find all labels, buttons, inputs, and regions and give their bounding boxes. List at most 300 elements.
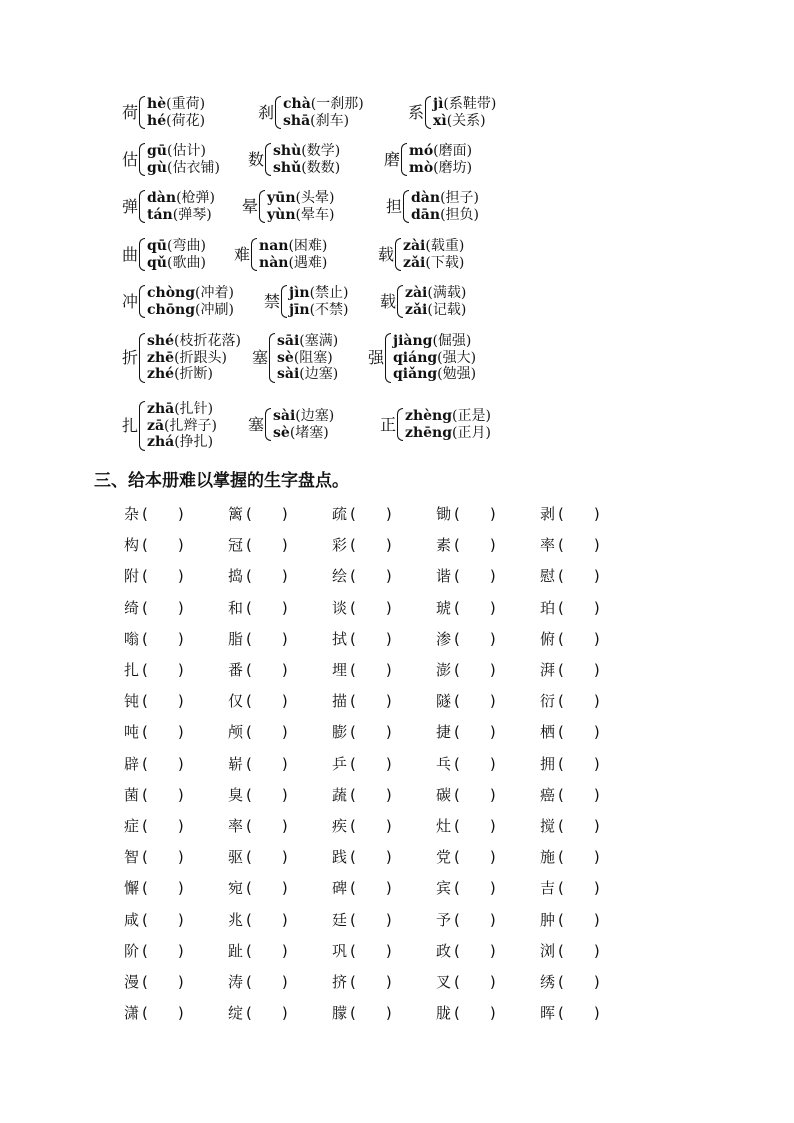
answer-blank[interactable]: ( ) bbox=[454, 629, 496, 648]
answer-blank[interactable]: ( ) bbox=[246, 785, 288, 804]
grid-char: 冠 bbox=[228, 536, 244, 555]
brace-icon bbox=[139, 401, 145, 451]
grid-cell[interactable] bbox=[332, 597, 392, 618]
answer-blank[interactable]: ( ) bbox=[454, 785, 496, 804]
grid-cell[interactable] bbox=[124, 534, 184, 555]
polyphone-char: 塞 bbox=[248, 414, 265, 434]
grid-cell[interactable] bbox=[540, 815, 600, 836]
grid-cell[interactable] bbox=[228, 753, 288, 774]
pinyin: zài bbox=[403, 238, 426, 254]
grid-cell[interactable] bbox=[124, 503, 184, 524]
grid-char: 仅 bbox=[228, 692, 244, 711]
answer-blank[interactable]: ( ) bbox=[142, 661, 184, 679]
answer-blank[interactable]: ( ) bbox=[246, 817, 288, 835]
grid-cell[interactable] bbox=[124, 659, 184, 680]
grid-cell[interactable] bbox=[540, 971, 600, 992]
answer-blank[interactable]: ( ) bbox=[246, 973, 288, 991]
grid-cell[interactable] bbox=[332, 846, 392, 867]
example-word: (歌曲) bbox=[166, 254, 206, 271]
grid-cell[interactable] bbox=[436, 565, 496, 586]
grid-row bbox=[124, 753, 624, 773]
grid-char: 兆 bbox=[228, 910, 244, 929]
grid-cell[interactable] bbox=[540, 784, 600, 805]
answer-blank[interactable]: ( ) bbox=[454, 973, 496, 991]
grid-cell[interactable] bbox=[332, 784, 392, 805]
example-word: (折断) bbox=[174, 366, 213, 382]
grid-char: 衍 bbox=[540, 692, 556, 711]
answer-blank[interactable]: ( ) bbox=[558, 848, 600, 867]
section-heading: 三、给本册难以掌握的生字盘点。 bbox=[94, 471, 349, 491]
polyphone-group bbox=[368, 333, 476, 383]
polyphone-char: 载 bbox=[378, 244, 395, 264]
answer-blank[interactable]: ( ) bbox=[142, 910, 184, 929]
answer-blank[interactable]: ( ) bbox=[142, 817, 184, 835]
polyphone-char: 数 bbox=[248, 149, 265, 169]
grid-cell[interactable] bbox=[540, 565, 600, 586]
grid-char: 宛 bbox=[228, 879, 244, 898]
grid-row bbox=[124, 815, 624, 835]
answer-blank[interactable]: ( ) bbox=[454, 941, 496, 960]
grid-char: 构 bbox=[124, 536, 140, 555]
grid-cell[interactable] bbox=[332, 1002, 392, 1023]
grid-cell[interactable] bbox=[332, 503, 392, 524]
polyphone-char: 刹 bbox=[258, 102, 275, 122]
grid-cell[interactable] bbox=[124, 597, 184, 618]
pinyin: yūn bbox=[267, 190, 296, 206]
reading-row bbox=[273, 408, 334, 425]
answer-blank[interactable]: ( ) bbox=[246, 754, 288, 773]
example-word: (边塞) bbox=[299, 366, 339, 382]
reading-row bbox=[277, 366, 338, 383]
grid-cell[interactable] bbox=[540, 690, 600, 711]
grid-cell[interactable] bbox=[332, 690, 392, 711]
brace-icon bbox=[265, 408, 271, 441]
answer-blank[interactable]: ( ) bbox=[350, 536, 392, 555]
example-word: (折跟头) bbox=[174, 349, 227, 366]
polyphone-group bbox=[122, 143, 220, 176]
brace-icon bbox=[269, 333, 275, 383]
grid-char: 趾 bbox=[228, 941, 244, 960]
pinyin: mó bbox=[409, 143, 434, 159]
reading-row bbox=[147, 418, 217, 435]
answer-blank[interactable]: ( ) bbox=[558, 598, 600, 617]
grid-cell[interactable] bbox=[540, 721, 600, 742]
grid-char: 咸 bbox=[124, 910, 140, 929]
grid-cell[interactable] bbox=[436, 753, 496, 774]
grid-char: 嗡 bbox=[124, 629, 140, 648]
pinyin: chà bbox=[283, 96, 311, 112]
answer-blank[interactable]: ( ) bbox=[142, 505, 184, 523]
reading-row bbox=[147, 401, 217, 418]
answer-blank[interactable]: ( ) bbox=[246, 567, 288, 586]
answer-blank[interactable]: ( ) bbox=[246, 941, 288, 960]
grid-cell[interactable] bbox=[436, 628, 496, 649]
grid-cell[interactable] bbox=[436, 721, 496, 742]
grid-cell[interactable] bbox=[124, 1002, 184, 1023]
grid-cell[interactable] bbox=[436, 690, 496, 711]
answer-blank[interactable]: ( ) bbox=[246, 848, 288, 867]
grid-char: 智 bbox=[124, 848, 140, 867]
reading-row bbox=[147, 113, 205, 130]
answer-blank[interactable]: ( ) bbox=[558, 629, 600, 648]
answer-blank[interactable]: ( ) bbox=[350, 910, 392, 929]
grid-cell[interactable] bbox=[228, 815, 288, 836]
reading-row bbox=[433, 96, 496, 113]
grid-char: 谐 bbox=[436, 567, 452, 586]
grid-char: 晖 bbox=[540, 1004, 556, 1023]
grid-cell[interactable] bbox=[332, 565, 392, 586]
example-word: (遇难) bbox=[288, 254, 328, 271]
grid-row bbox=[124, 565, 624, 585]
reading-row bbox=[411, 207, 479, 224]
answer-blank[interactable]: ( ) bbox=[454, 817, 496, 835]
grid-row bbox=[124, 877, 624, 897]
grid-cell[interactable] bbox=[228, 846, 288, 867]
grid-cell[interactable] bbox=[436, 846, 496, 867]
reading-row bbox=[433, 113, 496, 130]
grid-char: 蔬 bbox=[332, 785, 348, 804]
grid-cell[interactable] bbox=[540, 877, 600, 898]
answer-blank[interactable]: ( ) bbox=[142, 1004, 184, 1023]
grid-cell[interactable] bbox=[228, 971, 288, 992]
reading-row bbox=[409, 143, 472, 160]
grid-cell[interactable] bbox=[540, 628, 600, 649]
answer-blank[interactable]: ( ) bbox=[142, 536, 184, 555]
reading-row bbox=[393, 350, 476, 367]
answer-blank[interactable]: ( ) bbox=[142, 973, 184, 991]
answer-blank[interactable]: ( ) bbox=[350, 848, 392, 867]
answer-blank[interactable]: ( ) bbox=[142, 941, 184, 960]
grid-cell[interactable] bbox=[540, 940, 600, 961]
grid-cell[interactable] bbox=[436, 1002, 496, 1023]
answer-blank[interactable]: ( ) bbox=[558, 723, 600, 742]
answer-blank[interactable]: ( ) bbox=[454, 567, 496, 586]
grid-cell[interactable] bbox=[436, 940, 496, 961]
grid-cell[interactable] bbox=[540, 503, 600, 524]
example-word: (磨坊) bbox=[433, 159, 473, 176]
answer-blank[interactable]: ( ) bbox=[246, 723, 288, 742]
grid-cell[interactable] bbox=[124, 753, 184, 774]
grid-cell[interactable] bbox=[540, 846, 600, 867]
answer-blank[interactable]: ( ) bbox=[142, 785, 184, 804]
example-word: (记载) bbox=[427, 301, 467, 318]
grid-char: 篱 bbox=[228, 505, 244, 523]
grid-char: 锄 bbox=[436, 505, 452, 523]
pinyin: chòng bbox=[147, 285, 196, 301]
answer-blank[interactable]: ( ) bbox=[350, 567, 392, 586]
grid-cell[interactable] bbox=[436, 971, 496, 992]
grid-cell[interactable] bbox=[228, 659, 288, 680]
example-word: (重荷) bbox=[166, 96, 206, 112]
grid-cell[interactable] bbox=[228, 628, 288, 649]
grid-cell[interactable] bbox=[332, 628, 392, 649]
grid-row bbox=[124, 628, 624, 648]
grid-cell[interactable] bbox=[332, 721, 392, 742]
grid-cell[interactable] bbox=[540, 1002, 600, 1023]
grid-char: 吉 bbox=[540, 879, 556, 898]
grid-char: 扎 bbox=[124, 661, 140, 679]
grid-cell[interactable] bbox=[540, 909, 600, 930]
answer-blank[interactable]: ( ) bbox=[558, 505, 600, 523]
grid-cell[interactable] bbox=[124, 628, 184, 649]
grid-cell[interactable] bbox=[332, 815, 392, 836]
pinyin: nan bbox=[259, 238, 289, 254]
answer-blank[interactable]: ( ) bbox=[454, 536, 496, 555]
answer-blank[interactable]: ( ) bbox=[454, 879, 496, 898]
answer-blank[interactable]: ( ) bbox=[142, 723, 184, 742]
pinyin: shā bbox=[283, 112, 311, 129]
answer-blank[interactable]: ( ) bbox=[246, 1004, 288, 1023]
grid-cell[interactable] bbox=[228, 784, 288, 805]
grid-char: 驱 bbox=[228, 848, 244, 867]
answer-blank[interactable]: ( ) bbox=[454, 754, 496, 773]
polyphone-char: 禁 bbox=[264, 291, 281, 311]
example-word: (磨面) bbox=[433, 143, 473, 159]
grid-cell[interactable] bbox=[540, 659, 600, 680]
answer-blank[interactable]: ( ) bbox=[246, 536, 288, 555]
pinyin: jiàng bbox=[393, 333, 433, 349]
answer-blank[interactable]: ( ) bbox=[246, 505, 288, 523]
example-word: (一刹那) bbox=[310, 96, 364, 112]
grid-cell[interactable] bbox=[332, 753, 392, 774]
grid-cell[interactable] bbox=[228, 690, 288, 711]
answer-blank[interactable]: ( ) bbox=[142, 629, 184, 648]
answer-blank[interactable]: ( ) bbox=[454, 910, 496, 929]
grid-char: 癌 bbox=[540, 785, 556, 804]
brace-icon bbox=[401, 143, 407, 176]
grid-cell[interactable] bbox=[540, 753, 600, 774]
grid-char: 捷 bbox=[436, 723, 452, 742]
grid-cell[interactable] bbox=[332, 877, 392, 898]
reading-row bbox=[147, 190, 215, 207]
pinyin: sāi bbox=[277, 333, 300, 349]
polyphone-group bbox=[122, 333, 241, 383]
grid-cell[interactable] bbox=[436, 597, 496, 618]
pinyin: chōng bbox=[147, 301, 196, 318]
answer-blank[interactable]: ( ) bbox=[350, 505, 392, 523]
grid-char: 俯 bbox=[540, 629, 556, 648]
answer-blank[interactable]: ( ) bbox=[558, 973, 600, 991]
grid-cell[interactable] bbox=[332, 659, 392, 680]
answer-blank[interactable]: ( ) bbox=[350, 598, 392, 617]
answer-blank[interactable]: ( ) bbox=[558, 692, 600, 711]
grid-cell[interactable] bbox=[228, 565, 288, 586]
example-word: (载重) bbox=[425, 238, 465, 254]
answer-blank[interactable]: ( ) bbox=[558, 785, 600, 804]
grid-cell[interactable] bbox=[332, 971, 392, 992]
grid-cell[interactable] bbox=[332, 909, 392, 930]
grid-row bbox=[124, 784, 624, 804]
answer-blank[interactable]: ( ) bbox=[142, 879, 184, 898]
example-word: (担子) bbox=[440, 190, 479, 206]
answer-blank[interactable]: ( ) bbox=[454, 1004, 496, 1023]
answer-blank[interactable]: ( ) bbox=[142, 692, 184, 711]
grid-cell[interactable] bbox=[436, 503, 496, 524]
grid-cell[interactable] bbox=[540, 597, 600, 618]
answer-blank[interactable]: ( ) bbox=[558, 941, 600, 960]
answer-blank[interactable]: ( ) bbox=[454, 848, 496, 867]
answer-blank[interactable]: ( ) bbox=[558, 567, 600, 586]
answer-blank[interactable]: ( ) bbox=[142, 598, 184, 617]
answer-blank[interactable]: ( ) bbox=[246, 598, 288, 617]
answer-blank[interactable]: ( ) bbox=[350, 629, 392, 648]
grid-cell[interactable] bbox=[228, 534, 288, 555]
answer-blank[interactable]: ( ) bbox=[558, 879, 600, 898]
grid-row bbox=[124, 503, 624, 523]
answer-blank[interactable]: ( ) bbox=[246, 692, 288, 711]
grid-char: 灶 bbox=[436, 817, 452, 835]
polyphone-char: 磨 bbox=[384, 149, 401, 169]
grid-cell[interactable] bbox=[228, 503, 288, 524]
grid-char: 绽 bbox=[228, 1004, 244, 1023]
answer-blank[interactable]: ( ) bbox=[350, 692, 392, 711]
grid-cell[interactable] bbox=[228, 721, 288, 742]
grid-char: 践 bbox=[332, 848, 348, 867]
grid-cell[interactable] bbox=[436, 909, 496, 930]
reading-row bbox=[411, 190, 479, 207]
grid-char: 钝 bbox=[124, 692, 140, 711]
grid-cell[interactable] bbox=[228, 1002, 288, 1023]
grid-cell[interactable] bbox=[540, 534, 600, 555]
grid-cell[interactable] bbox=[124, 877, 184, 898]
polyphone-char: 估 bbox=[122, 149, 139, 169]
grid-cell[interactable] bbox=[124, 971, 184, 992]
answer-blank[interactable]: ( ) bbox=[350, 973, 392, 991]
example-word: (勉强) bbox=[437, 366, 477, 382]
answer-blank[interactable]: ( ) bbox=[246, 661, 288, 679]
answer-blank[interactable]: ( ) bbox=[142, 754, 184, 773]
grid-cell[interactable] bbox=[228, 940, 288, 961]
answer-blank[interactable]: ( ) bbox=[558, 754, 600, 773]
grid-char: 拭 bbox=[332, 629, 348, 648]
grid-char: 崭 bbox=[228, 754, 244, 773]
answer-blank[interactable]: ( ) bbox=[246, 910, 288, 929]
grid-cell[interactable] bbox=[124, 815, 184, 836]
answer-blank[interactable]: ( ) bbox=[350, 941, 392, 960]
grid-cell[interactable] bbox=[436, 659, 496, 680]
grid-char: 番 bbox=[228, 661, 244, 679]
answer-blank[interactable]: ( ) bbox=[558, 817, 600, 835]
example-word: (正月) bbox=[452, 424, 491, 441]
answer-blank[interactable]: ( ) bbox=[558, 661, 600, 679]
grid-cell[interactable] bbox=[124, 721, 184, 742]
polyphone-group bbox=[386, 190, 479, 223]
grid-cell[interactable] bbox=[332, 534, 392, 555]
pinyin: sè bbox=[273, 424, 290, 441]
pinyin: zhé bbox=[147, 366, 175, 382]
reading-row bbox=[147, 285, 234, 302]
grid-char: 谈 bbox=[332, 598, 348, 617]
grid-cell[interactable] bbox=[436, 784, 496, 805]
reading-row bbox=[409, 160, 472, 177]
grid-cell[interactable] bbox=[124, 565, 184, 586]
answer-blank[interactable]: ( ) bbox=[350, 723, 392, 742]
reading-row bbox=[403, 238, 464, 255]
pinyin: jìn bbox=[289, 285, 310, 301]
answer-blank[interactable]: ( ) bbox=[454, 505, 496, 523]
grid-char: 予 bbox=[436, 910, 452, 929]
reading-row bbox=[289, 302, 349, 319]
polyphone-char: 强 bbox=[368, 347, 385, 367]
brace-icon bbox=[265, 143, 271, 176]
answer-blank[interactable]: ( ) bbox=[350, 817, 392, 835]
grid-cell[interactable] bbox=[436, 877, 496, 898]
example-word: (头晕) bbox=[295, 190, 335, 206]
reading-row bbox=[147, 238, 206, 255]
answer-blank[interactable]: ( ) bbox=[246, 879, 288, 898]
grid-cell[interactable] bbox=[228, 909, 288, 930]
reading-row bbox=[267, 207, 334, 224]
brace-icon bbox=[139, 96, 145, 129]
answer-blank[interactable]: ( ) bbox=[350, 785, 392, 804]
grid-char: 埋 bbox=[332, 661, 348, 679]
answer-blank[interactable]: ( ) bbox=[350, 661, 392, 679]
grid-cell[interactable] bbox=[124, 784, 184, 805]
reading-row bbox=[277, 333, 338, 350]
example-word: (扎辫子) bbox=[164, 417, 217, 434]
answer-blank[interactable]: ( ) bbox=[558, 536, 600, 555]
polyphone-group bbox=[258, 96, 364, 129]
example-word: (正是) bbox=[452, 408, 491, 424]
answer-blank[interactable]: ( ) bbox=[350, 879, 392, 898]
answer-blank[interactable]: ( ) bbox=[454, 661, 496, 679]
polyphone-group bbox=[122, 96, 205, 129]
grid-char: 巩 bbox=[332, 941, 348, 960]
grid-char: 素 bbox=[436, 536, 452, 555]
brace-icon bbox=[395, 238, 401, 271]
grid-cell[interactable] bbox=[124, 940, 184, 961]
answer-blank[interactable]: ( ) bbox=[454, 723, 496, 742]
answer-blank[interactable]: ( ) bbox=[142, 567, 184, 586]
grid-cell[interactable] bbox=[228, 597, 288, 618]
answer-blank[interactable]: ( ) bbox=[350, 1004, 392, 1023]
pinyin: mò bbox=[409, 159, 434, 176]
pinyin: zhēng bbox=[405, 424, 453, 441]
polyphone-char: 荷 bbox=[122, 102, 139, 122]
pinyin: shé bbox=[147, 333, 174, 349]
grid-char: 疾 bbox=[332, 817, 348, 835]
grid-char: 碳 bbox=[436, 785, 452, 804]
grid-cell[interactable] bbox=[436, 534, 496, 555]
answer-blank[interactable]: ( ) bbox=[246, 629, 288, 648]
reading-row bbox=[405, 425, 491, 442]
answer-blank[interactable]: ( ) bbox=[454, 598, 496, 617]
pinyin: qiǎng bbox=[393, 366, 438, 382]
example-word: (担负) bbox=[440, 206, 479, 223]
grid-char: 吨 bbox=[124, 723, 140, 742]
grid-cell[interactable] bbox=[124, 846, 184, 867]
polyphone-group bbox=[380, 285, 466, 318]
grid-char: 和 bbox=[228, 598, 244, 617]
answer-blank[interactable]: ( ) bbox=[558, 1004, 600, 1023]
answer-blank[interactable]: ( ) bbox=[558, 910, 600, 929]
reading-row bbox=[393, 333, 476, 350]
grid-cell[interactable] bbox=[436, 815, 496, 836]
grid-cell[interactable] bbox=[124, 690, 184, 711]
grid-char: 颅 bbox=[228, 723, 244, 742]
answer-blank[interactable]: ( ) bbox=[350, 754, 392, 773]
grid-char: 率 bbox=[540, 536, 556, 555]
answer-blank[interactable]: ( ) bbox=[142, 848, 184, 867]
grid-cell[interactable] bbox=[228, 877, 288, 898]
grid-cell[interactable] bbox=[124, 909, 184, 930]
brace-icon bbox=[281, 285, 287, 318]
reading-row bbox=[393, 366, 476, 383]
grid-cell[interactable] bbox=[332, 940, 392, 961]
grid-char: 慰 bbox=[540, 567, 556, 586]
example-word: (估计) bbox=[166, 143, 206, 159]
answer-blank[interactable]: ( ) bbox=[454, 692, 496, 711]
